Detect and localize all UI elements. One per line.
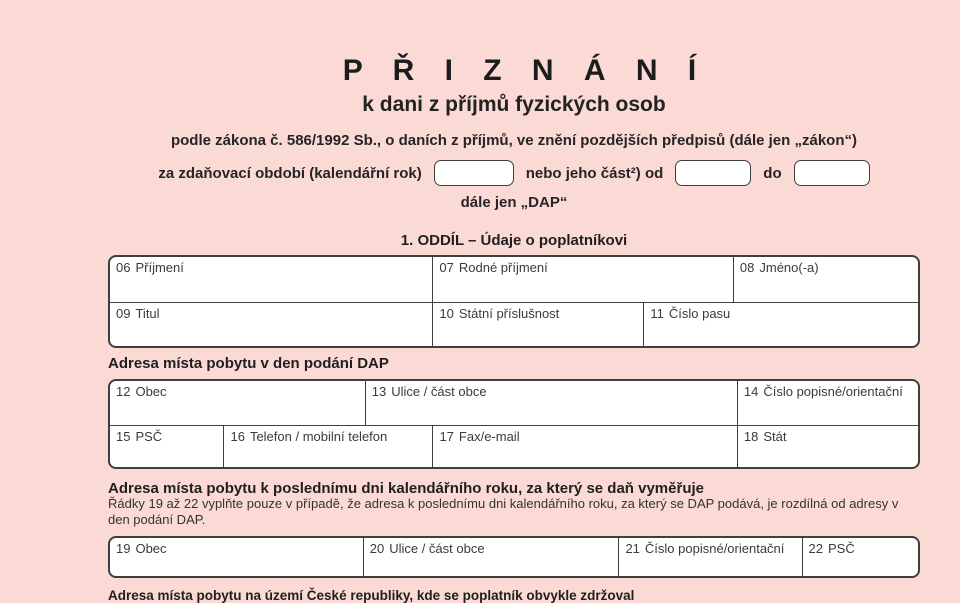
field-19-obec[interactable] [110,538,364,576]
period-to-input[interactable] [794,160,870,186]
field-16-telefon[interactable] [224,426,433,467]
field-label: 08 Jméno(-a) [739,260,819,275]
form-subtitle: k dani z příjmů fyzických osob [362,93,666,116]
field-08-jmeno[interactable] [734,257,918,302]
field-10-statni-prislusnost[interactable] [433,303,644,346]
field-15-psc[interactable] [110,426,224,467]
field-11-cislo-pasu[interactable] [644,303,918,346]
field-label: 14 Číslo popisné/orientační [743,384,903,399]
field-label: 10 Státní příslušnost [439,306,560,321]
field-14-cislo-popisne[interactable] [738,381,918,425]
field-17-fax-email[interactable] [433,426,737,467]
field-label: 06 Příjmení [116,260,184,275]
field-label: 21 Číslo popisné/orientační [625,541,785,556]
field-label: 18 Stát [743,429,787,444]
address-usual-heading: Adresa místa pobytu na území České republiky, kde se poplatník obvykle zdržoval [108,588,635,603]
field-label: 09 Titul [116,306,160,321]
address-year-end-note: Řádky 19 až 22 vyplňte pouze v případě, že adresa k poslednímu dni kalendářního roku, za který se DAP podává, je rozdílná od adresy v den podání DAP. [108,496,899,527]
section-1-title: 1. ODDÍL – Údaje o poplatníkovi [400,232,628,249]
field-label: 07 Rodné příjmení [439,260,548,275]
address-year-end-table [108,536,920,578]
table-row [110,425,918,467]
field-13-ulice[interactable] [366,381,738,425]
period-from-input[interactable] [675,160,751,186]
address-current-table [108,379,920,469]
law-reference-line: podle zákona č. 586/1992 Sb., o daních z příjmů, ve znění pozdějších předpisů (dále jen „zákon“) [170,132,857,149]
field-09-titul[interactable] [110,303,433,346]
field-12-obec[interactable] [110,381,366,425]
period-part-label: nebo jeho část²) od [525,164,664,182]
taxable-period-row [108,158,920,188]
field-label: 16 Telefon / mobilní telefon [230,429,388,444]
field-label: 11 Číslo pasu [650,306,731,321]
form-title: P Ř I Z N Á N Í [342,54,708,87]
table-row [110,538,918,576]
field-label: 17 Fax/e-mail [439,429,520,444]
field-06-prijmeni[interactable] [110,257,433,302]
field-07-rodne-prijmeni[interactable] [433,257,734,302]
field-18-stat[interactable] [738,426,918,467]
period-to-label: do [763,164,782,182]
field-label: 22 PSČ [808,541,855,556]
field-22-psc[interactable] [803,538,918,576]
field-label: 12 Obec [116,384,167,399]
address-current-heading: Adresa místa pobytu v den podání DAP [108,355,389,372]
table-row [110,381,918,425]
dap-alias-line: dále jen „DAP“ [460,194,568,211]
address-year-end-heading: Adresa místa pobytu k poslednímu dni kalendářního roku, za který se daň vyměřuje [108,480,705,497]
field-label: 20 Ulice / část obce [369,541,485,556]
field-20-ulice[interactable] [364,538,620,576]
year-input[interactable] [434,160,514,186]
field-21-cislo-popisne[interactable] [619,538,802,576]
field-label: 13 Ulice / část obce [371,384,487,399]
table-row [110,257,918,302]
field-label: 19 Obec [116,541,167,556]
field-label: 15 PSČ [116,429,163,444]
taxpayer-table [108,255,920,348]
table-row [110,302,918,346]
period-label: za zdaňovací období (kalendářní rok) [158,164,422,182]
